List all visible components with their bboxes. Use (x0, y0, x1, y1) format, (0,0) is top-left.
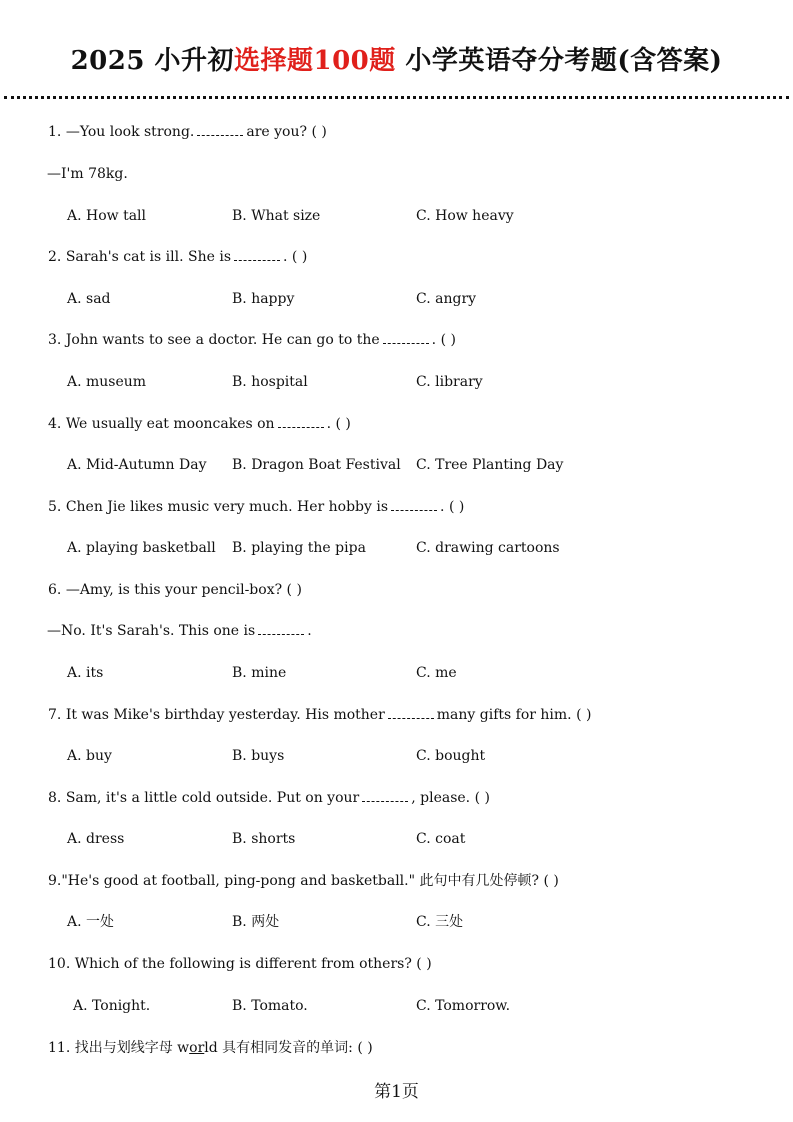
page-title (0, 40, 793, 77)
question-number: 9. (48, 873, 62, 889)
question-6-dialog (47, 622, 312, 640)
question-text-end: . ( ) (326, 416, 351, 432)
question-text: Sarah's cat is ill. She is (65, 249, 232, 265)
option-b[interactable]: B. Tomato. (232, 998, 308, 1014)
question-text: We usually eat mooncakes on (65, 416, 275, 432)
question-text: —Amy, is this your pencil-box? ( ) (65, 582, 302, 598)
option-a[interactable]: A. sad (67, 291, 111, 307)
question-11 (48, 1039, 373, 1057)
option-b[interactable]: B. playing the pipa (232, 540, 366, 556)
answer-blank (258, 624, 304, 635)
question-text-end: many gifts for him. ( ) (436, 707, 592, 723)
question-text: 找出与划线字母 w (74, 1040, 190, 1056)
question-number: 4. (48, 416, 62, 432)
option-c[interactable]: C. coat (416, 831, 466, 847)
option-c[interactable]: C. Tree Planting Day (416, 457, 564, 473)
option-a[interactable]: A. 一处 (67, 914, 115, 930)
question-text: —You look strong. (65, 124, 195, 140)
question-1-dialog: —I'm 78kg. (47, 166, 128, 182)
question-3 (48, 331, 456, 349)
question-number: 10. (48, 956, 71, 972)
question-7 (48, 706, 591, 724)
question-text-end: ld 具有相同发音的单词: ( ) (204, 1040, 373, 1056)
option-b[interactable]: B. hospital (232, 374, 308, 390)
answer-blank (197, 125, 243, 136)
title-part3: 小学英语夺分考题(含答案) (395, 46, 723, 76)
answer-blank (388, 708, 434, 719)
question-8 (48, 789, 490, 807)
option-a[interactable]: A. playing basketball (67, 540, 216, 556)
question-1 (48, 123, 327, 141)
option-c[interactable]: C. bought (416, 748, 486, 764)
option-a[interactable]: A. How tall (67, 208, 147, 224)
option-a[interactable]: A. dress (67, 831, 125, 847)
option-b[interactable]: B. What size (232, 208, 321, 224)
question-text-end: . ( ) (283, 249, 308, 265)
question-text: It was Mike's birthday yesterday. His mother (65, 707, 385, 723)
question-number: 8. (48, 790, 62, 806)
question-text: Sam, it's a little cold outside. Put on your (65, 790, 360, 806)
question-number: 6. (48, 582, 62, 598)
option-c[interactable]: C. drawing cartoons (416, 540, 560, 556)
question-text-end: , please. ( ) (411, 790, 490, 806)
question-10 (48, 955, 432, 973)
answer-blank (362, 791, 408, 802)
question-text-end: . ( ) (431, 332, 456, 348)
page-number: 第1页 (374, 1082, 419, 1102)
option-b[interactable]: B. buys (232, 748, 285, 764)
question-text: Which of the following is different from others? ( ) (74, 956, 432, 972)
answer-blank (278, 417, 324, 428)
answer-blank (391, 500, 437, 511)
answer-blank (383, 333, 429, 344)
option-b[interactable]: B. shorts (232, 831, 296, 847)
question-text-end: are you? ( ) (246, 124, 327, 140)
question-number: 2. (48, 249, 62, 265)
question-number: 7. (48, 707, 62, 723)
option-a[interactable]: A. Mid-Autumn Day (67, 457, 207, 473)
option-b[interactable]: B. mine (232, 665, 287, 681)
title-part1: 2025 小升初 (70, 46, 234, 76)
question-text: "He's good at football, ping-pong and basketball." 此句中有几处停顿? ( ) (61, 873, 559, 889)
dotted-divider (4, 96, 789, 99)
question-number: 1. (48, 124, 62, 140)
option-c[interactable]: C. me (416, 665, 457, 681)
option-a[interactable]: A. Tonight. (73, 998, 151, 1014)
question-text: Chen Jie likes music very much. Her hobby is (65, 499, 389, 515)
question-number: 5. (48, 499, 62, 515)
question-text: John wants to see a doctor. He can go to the (65, 332, 380, 348)
option-b[interactable]: B. Dragon Boat Festival (232, 457, 401, 473)
title-highlight: 选择题100题 (233, 46, 396, 76)
question-text-end: . ( ) (440, 499, 465, 515)
option-a[interactable]: A. museum (67, 374, 147, 390)
question-4 (48, 415, 351, 433)
question-2 (48, 248, 307, 266)
question-5 (48, 498, 464, 516)
question-9 (48, 872, 559, 890)
option-c[interactable]: C. Tomorrow. (416, 998, 511, 1014)
option-c[interactable]: C. 三处 (416, 914, 464, 930)
option-c[interactable]: C. angry (416, 291, 477, 307)
option-b[interactable]: B. happy (232, 291, 295, 307)
dialog-text-end: . (307, 623, 312, 639)
underlined-letters: or (189, 1040, 205, 1056)
answer-blank (234, 250, 280, 261)
question-number: 3. (48, 332, 62, 348)
question-6 (48, 581, 302, 599)
option-a[interactable]: A. its (67, 665, 104, 681)
question-number: 11. (48, 1040, 71, 1056)
option-b[interactable]: B. 两处 (232, 914, 280, 930)
option-a[interactable]: A. buy (67, 748, 112, 764)
option-c[interactable]: C. How heavy (416, 208, 514, 224)
dialog-text: —No. It's Sarah's. This one is (47, 623, 256, 639)
option-c[interactable]: C. library (416, 374, 483, 390)
